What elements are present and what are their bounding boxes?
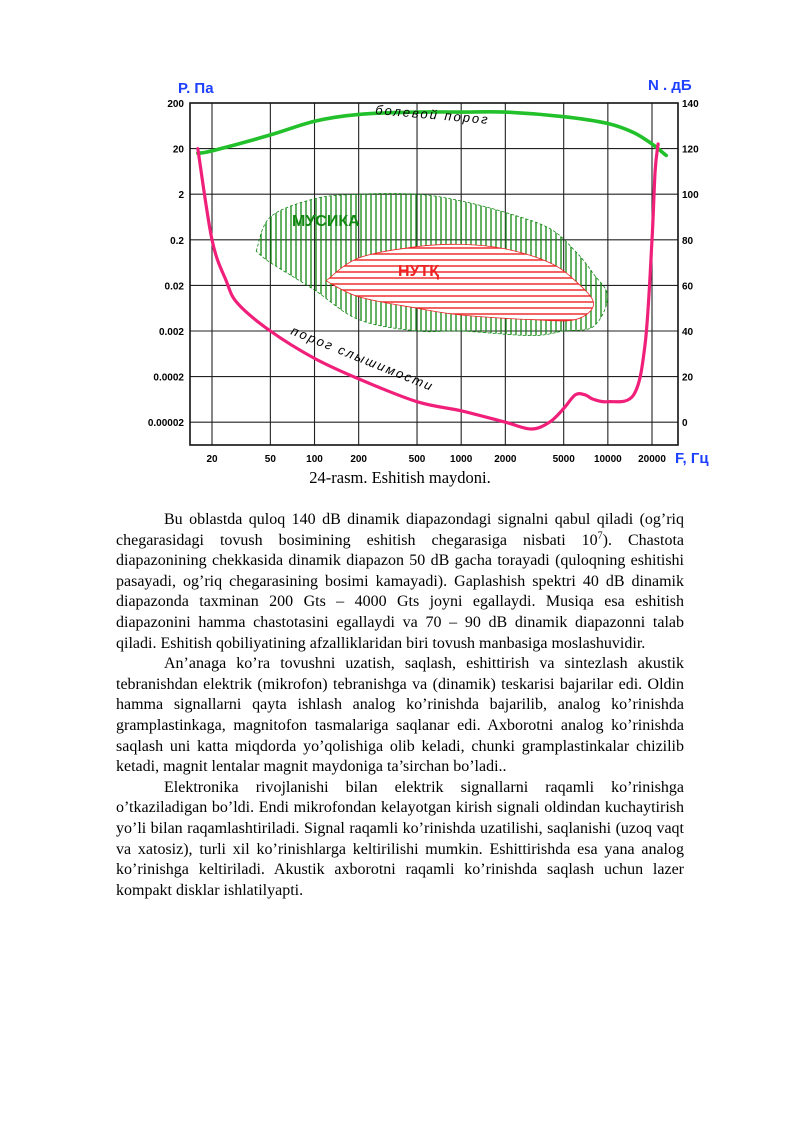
x-tick-label: 500 (408, 454, 426, 465)
paragraph-3: Elektronika rivojlanishi bilan elektrik signallarni raqamli ko’rinishga o’tkaziladigan bo’ldi. Endi mikrofondan kelayotgan kirish signali oldindan kuchaytirish yo’li bilan raqamlashtiriladi. Signal raqamli ko’rinishda uzatilishi, saqlanishi (uzoq vaqt va xatosiz), turli xil ko’rinishlarga keltirilishi mumkin. Eshittirishda esa yana analog ko’rinishga keltiriladi. Akustik axborotni raqamli ko’rinishda saqlash uchun lazer kompakt disklar ishlatilyapti. (116, 778, 684, 899)
superscript-exponent: 7 (597, 530, 603, 542)
paragraph-2: An’anaga ko’ra tovushni uzatish, saqlash, eshittirish va sintezlash akustik tebranishdan elektrik (mikrofon) tebranishga va (dinamik) teskarisi bajarilar edi. Oldin hamma signallarni qayta ishlash analog ko’rinishda bajarilib, analog ko’rinishda gramplastinkaga, magnitofon tasmalariga saqlanar edi. Axborotni analog ko’rinishda saqlash uni katta miqdorda yo’qolishiga olib keladi, chunki gramplastinkalar chizilib ketadi, magnit lentalar magnit maydoniga ta’sirchan bo’ladi.. (116, 655, 684, 776)
hearing-threshold-label: порог слышимости (288, 322, 437, 395)
y-left-tick-label: 0.2 (170, 235, 184, 247)
hearing-area-chart (130, 72, 730, 472)
y-left-tick-label: 20 (172, 144, 184, 156)
x-tick-label: 10000 (593, 454, 622, 465)
y-right-tick-label: 20 (682, 372, 694, 384)
region-label-speech: НУТҚ (398, 263, 440, 280)
chart-labels (148, 77, 709, 467)
paragraph-1-cont: Chastota diapazonining chekkasida dinamik diapazon 50 dB gacha torayadi (quloqning eshitishi pasayadi, og’riq chegarasining bosimi kamayadi). Gaplashish spektri 40 dB dinamik diapazonda taxminan 200 Gts – 4000 Gts joyni egallaydi. Musiqa esa eshitish diapazonini hamma chastotasini egallaydi va 70 – 90 dB dinamik diapazonni talab qiladi. Eshitish qobiliyatining afzalliklaridan biri tovush manbasiga moslashuvidir. (116, 531, 684, 652)
y-right-tick-label: 120 (682, 144, 699, 156)
y-right-tick-label: 0 (682, 418, 688, 430)
paragraph-1-tail: ). (602, 531, 612, 549)
x-tick-label: 5000 (552, 454, 575, 465)
region-label-music: МУСИКА (292, 213, 360, 230)
y-left-tick-label: 200 (167, 99, 184, 110)
paragraph-1-text: Bu oblastda quloq 140 dB dinamik diapazondagi signalni qabul qiladi (og’riq chegarasidagi tovush bosimining eshitish chegarasiga nisbati 10 (116, 511, 684, 549)
y-left-tick-label: 0.00002 (147, 418, 184, 430)
x-tick-label: 20000 (638, 454, 666, 465)
x-tick-label: 200 (350, 454, 368, 465)
left-axis-title: P. Па (178, 80, 214, 97)
x-axis-title: F, Гц (675, 450, 709, 467)
x-tick-label: 2000 (494, 454, 517, 465)
y-left-tick-label: 0.02 (164, 281, 184, 293)
x-tick-label: 1000 (450, 454, 473, 465)
y-right-tick-label: 60 (682, 281, 694, 293)
y-right-tick-label: 80 (682, 235, 694, 247)
x-tick-label: 100 (306, 454, 323, 465)
y-left-tick-label: 0.0002 (153, 372, 184, 384)
y-left-tick-label: 0.002 (158, 327, 184, 338)
pain-threshold-label: болевой порог (374, 102, 491, 127)
x-tick-label: 50 (264, 454, 276, 465)
x-tick-label: 20 (206, 454, 218, 465)
body-text (116, 510, 684, 901)
figure-caption: 24-rasm. Eshitish maydoni. (309, 468, 491, 487)
y-right-tick-label: 40 (682, 327, 694, 338)
y-right-tick-label: 100 (682, 190, 699, 202)
y-right-tick-label: 140 (682, 99, 699, 110)
paragraph-1 (116, 510, 684, 654)
right-axis-title: N . дБ (648, 77, 692, 94)
y-left-tick-label: 2 (178, 190, 184, 202)
